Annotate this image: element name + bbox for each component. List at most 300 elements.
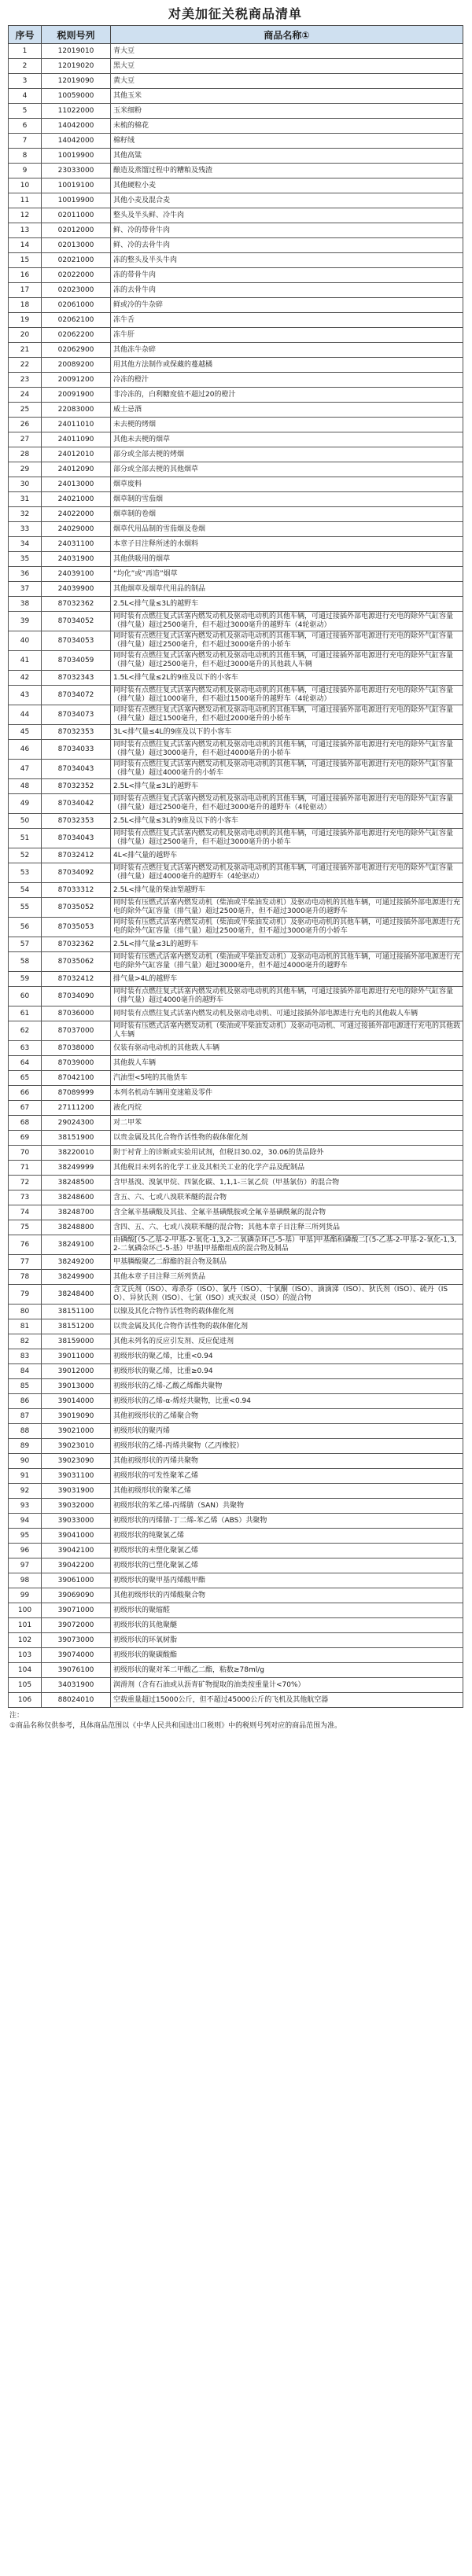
row-product-name: 玉米细粉: [111, 104, 463, 119]
row-product-name: 仅装有驱动电动机的其他载人车辆: [111, 1041, 463, 1056]
row-serial-number: 57: [9, 937, 42, 952]
table-row: [9, 1220, 463, 1235]
row-tariff-code: 34031900: [42, 1678, 111, 1693]
row-serial-number: 25: [9, 403, 42, 418]
table-row: [9, 328, 463, 343]
table-row: [9, 418, 463, 432]
table-row: [9, 1663, 463, 1678]
row-serial-number: 8: [9, 149, 42, 164]
row-tariff-code: 24029000: [42, 522, 111, 537]
row-product-name: 其他初级形状的丙烯共聚物: [111, 1454, 463, 1469]
row-product-name: 液化丙烷: [111, 1101, 463, 1116]
table-row: [9, 1469, 463, 1484]
row-serial-number: 101: [9, 1618, 42, 1633]
table-row: [9, 1573, 463, 1588]
row-serial-number: 29: [9, 462, 42, 477]
row-serial-number: 89: [9, 1439, 42, 1454]
row-tariff-code: 87034072: [42, 686, 111, 705]
row-serial-number: 64: [9, 1056, 42, 1071]
row-serial-number: 80: [9, 1305, 42, 1319]
row-product-name: 威士忌酒: [111, 403, 463, 418]
row-product-name: 同时装有压燃式活塞内燃发动机（柴油或半柴油发动机）及驱动电动机的其他车辆，可通过接插外部电源进行充电的除外气缸容量（排气量）超过2500毫升，但不超过3000毫升的小轿车: [111, 918, 463, 937]
row-product-name: 甲基膦酸聚乙二醇酯的混合物及制品: [111, 1255, 463, 1270]
row-tariff-code: 87035052: [42, 898, 111, 918]
row-serial-number: 86: [9, 1394, 42, 1409]
row-product-name: 棉籽绒: [111, 134, 463, 149]
row-serial-number: 87: [9, 1409, 42, 1424]
row-tariff-code: 87036000: [42, 1006, 111, 1021]
table-row: [9, 1633, 463, 1648]
table-row: [9, 779, 463, 794]
row-product-name: 冷冻的橙汁: [111, 373, 463, 388]
row-tariff-code: 87032412: [42, 848, 111, 863]
row-tariff-code: 39073000: [42, 1633, 111, 1648]
row-product-name: 1.5L<排气量≤2L的9座及以下的小客车: [111, 671, 463, 686]
table-row: [9, 1409, 463, 1424]
row-product-name: 初级形状的纯聚氯乙烯: [111, 1529, 463, 1544]
row-product-name: 本章子目注释所述的水烟料: [111, 537, 463, 552]
row-tariff-code: 39061000: [42, 1573, 111, 1588]
footnote-text: ①商品名称仅供参考，具体商品范围以《中华人民共和国进出口税则》中的税则号列对应的商品范围为准。: [9, 1722, 342, 1730]
row-tariff-code: 87032353: [42, 725, 111, 740]
row-serial-number: 83: [9, 1349, 42, 1364]
table-row: [9, 952, 463, 972]
row-serial-number: 23: [9, 373, 42, 388]
row-product-name: 未去梗的烤烟: [111, 418, 463, 432]
table-row: [9, 1454, 463, 1469]
row-serial-number: 69: [9, 1131, 42, 1146]
row-tariff-code: 02022000: [42, 268, 111, 283]
row-serial-number: 98: [9, 1573, 42, 1588]
tariff-list-table: [8, 25, 463, 1708]
row-product-name: 初级形状的乙烯-乙酸乙烯酯共聚物: [111, 1379, 463, 1394]
table-row: [9, 1603, 463, 1618]
table-row: [9, 134, 463, 149]
row-tariff-code: 39033000: [42, 1514, 111, 1529]
table-row: [9, 1379, 463, 1394]
row-serial-number: 93: [9, 1499, 42, 1514]
row-tariff-code: 11022000: [42, 104, 111, 119]
row-tariff-code: 87035062: [42, 952, 111, 972]
table-row: [9, 373, 463, 388]
table-row: [9, 522, 463, 537]
row-product-name: 其他载人车辆: [111, 1056, 463, 1071]
row-product-name: 同时装有点燃往复式活塞内燃发动机及驱动电动机的其他车辆，可通过接插外部电源进行充电的除外气缸容量（排气量）超过2500毫升，但不超过3000毫升的越野车（4轮驱动）: [111, 794, 463, 814]
row-serial-number: 5: [9, 104, 42, 119]
row-serial-number: 41: [9, 651, 42, 671]
row-serial-number: 1: [9, 44, 42, 59]
table-row: [9, 238, 463, 253]
header-tariff-code: 税则号列: [42, 26, 111, 44]
table-row: [9, 1558, 463, 1573]
row-serial-number: 19: [9, 313, 42, 328]
row-serial-number: 100: [9, 1603, 42, 1618]
row-serial-number: 60: [9, 987, 42, 1006]
row-tariff-code: 02012000: [42, 223, 111, 238]
row-serial-number: 90: [9, 1454, 42, 1469]
row-serial-number: 95: [9, 1529, 42, 1544]
row-product-name: 本列名机动车辆用变速箱及零件: [111, 1086, 463, 1101]
table-row: [9, 447, 463, 462]
row-tariff-code: 38249200: [42, 1255, 111, 1270]
row-serial-number: 20: [9, 328, 42, 343]
row-serial-number: 51: [9, 829, 42, 848]
row-product-name: 2.5L<排气量≤3L的越野车: [111, 597, 463, 612]
row-product-name: 润滑剂（含有石油或从沥青矿物提取的油类按重量计<70%）: [111, 1678, 463, 1693]
table-row: [9, 1334, 463, 1349]
table-row: [9, 582, 463, 597]
row-product-name: 鲜或冷的牛杂碎: [111, 298, 463, 313]
table-row: [9, 1270, 463, 1285]
table-row: [9, 253, 463, 268]
row-product-name: 3L<排气量≤4L的9座及以下的小客车: [111, 725, 463, 740]
row-product-name: 其他初级形状的乙烯聚合物: [111, 1409, 463, 1424]
row-product-name: 初级形状的已塑化聚氯乙烯: [111, 1558, 463, 1573]
table-header-row: [9, 26, 463, 44]
row-product-name: 空载重量超过15000公斤，但不超过45000公斤的飞机及其他航空器: [111, 1693, 463, 1708]
row-product-name: 其他供吸用的烟草: [111, 552, 463, 567]
row-tariff-code: 10019900: [42, 149, 111, 164]
row-serial-number: 56: [9, 918, 42, 937]
row-product-name: 同时装有点燃往复式活塞内燃发动机及驱动电动机、可通过接插外部电源进行充电的其他载人车辆: [111, 1006, 463, 1021]
row-serial-number: 45: [9, 725, 42, 740]
row-tariff-code: 87034053: [42, 631, 111, 651]
row-product-name: 汽油型<5吨的其他货车: [111, 1071, 463, 1086]
row-serial-number: 84: [9, 1364, 42, 1379]
table-row: [9, 178, 463, 193]
table-row: [9, 567, 463, 582]
row-serial-number: 26: [9, 418, 42, 432]
row-product-name: 初级形状的乙烯-α-烯烃共聚物，比重<0.94: [111, 1394, 463, 1409]
row-serial-number: 33: [9, 522, 42, 537]
table-row: [9, 1693, 463, 1708]
row-product-name: 其他本章子目注释三所列货品: [111, 1270, 463, 1285]
table-row: [9, 863, 463, 883]
row-tariff-code: 87038000: [42, 1041, 111, 1056]
row-tariff-code: 87032412: [42, 972, 111, 987]
row-serial-number: 16: [9, 268, 42, 283]
row-tariff-code: 10059000: [42, 89, 111, 104]
row-tariff-code: 02062900: [42, 343, 111, 358]
row-serial-number: 55: [9, 898, 42, 918]
table-row: [9, 193, 463, 208]
row-tariff-code: 02021000: [42, 253, 111, 268]
table-row: [9, 848, 463, 863]
row-tariff-code: 24039900: [42, 582, 111, 597]
row-serial-number: 15: [9, 253, 42, 268]
table-row: [9, 1161, 463, 1176]
row-product-name: 由磷酸[（5-乙基-2-甲基-2-氧化-1,3,2-二氧磷杂环己-5-基）甲基]甲基酯和磷酸二[（5-乙基-2-甲基-2-氧化-1,3,2-二氧磷杂环己-5-基）甲基]甲基酯组成的混合物及制品: [111, 1235, 463, 1255]
row-product-name: 同时装有压燃式活塞内燃发动机（柴油或半柴油发动机）及驱动电动机的其他车辆，可通过接插外部电源进行充电的除外气缸容量（排气量）超过2500毫升，但不超过3000毫升的越野车: [111, 898, 463, 918]
row-serial-number: 77: [9, 1255, 42, 1270]
row-tariff-code: 39042200: [42, 1558, 111, 1573]
row-serial-number: 74: [9, 1205, 42, 1220]
row-product-name: 含五、六、七或八溴联苯醚的混合物: [111, 1190, 463, 1205]
table-row: [9, 1255, 463, 1270]
table-row: [9, 1205, 463, 1220]
row-serial-number: 70: [9, 1146, 42, 1161]
table-row: [9, 268, 463, 283]
row-serial-number: 61: [9, 1006, 42, 1021]
row-tariff-code: 87032353: [42, 814, 111, 829]
row-product-name: 含甲基溴、溴氯甲烷、四氯化碳、1,1,1-三氯乙烷（甲基氯仿）的混合物: [111, 1176, 463, 1190]
row-product-name: 以贵金属及其化合物作活性物的载体催化剂: [111, 1319, 463, 1334]
row-serial-number: 4: [9, 89, 42, 104]
row-tariff-code: 38159000: [42, 1334, 111, 1349]
row-serial-number: 48: [9, 779, 42, 794]
row-tariff-code: 87089999: [42, 1086, 111, 1101]
row-product-name: 其他初级形状的聚苯乙烯: [111, 1484, 463, 1499]
table-row: [9, 44, 463, 59]
table-row: [9, 1484, 463, 1499]
row-tariff-code: 24011010: [42, 418, 111, 432]
table-row: [9, 1424, 463, 1439]
table-row: [9, 814, 463, 829]
table-row: [9, 705, 463, 725]
row-product-name: 初级形状的聚丙烯: [111, 1424, 463, 1439]
row-product-name: 同时装有点燃往复式活塞内燃发动机及驱动电动机的其他车辆，可通过接插外部电源进行充电的除外气缸容量（排气量）超过4000毫升的越野车（4轮驱动）: [111, 863, 463, 883]
row-product-name: 初级形状的聚缩醛: [111, 1603, 463, 1618]
row-tariff-code: 38249999: [42, 1161, 111, 1176]
row-tariff-code: 39014000: [42, 1394, 111, 1409]
row-tariff-code: 87042100: [42, 1071, 111, 1086]
row-product-name: 部分或全部去梗的烤烟: [111, 447, 463, 462]
table-row: [9, 1146, 463, 1161]
row-serial-number: 103: [9, 1648, 42, 1663]
row-tariff-code: 39069090: [42, 1588, 111, 1603]
table-row: [9, 918, 463, 937]
row-serial-number: 10: [9, 178, 42, 193]
row-tariff-code: 10019900: [42, 193, 111, 208]
row-serial-number: 67: [9, 1101, 42, 1116]
row-product-name: 整头及半头鲜、冷牛肉: [111, 208, 463, 223]
table-row: [9, 1394, 463, 1409]
row-serial-number: 52: [9, 848, 42, 863]
table-row: [9, 686, 463, 705]
row-tariff-code: 87034090: [42, 987, 111, 1006]
row-tariff-code: 20091200: [42, 373, 111, 388]
row-product-name: 同时装有点燃往复式活塞内燃发动机及驱动电动机的其他车辆，可通过接插外部电源进行充电的除外气缸容量（排气量）超过2500毫升，但不超过3000毫升的其他载人车辆: [111, 651, 463, 671]
row-product-name: 附于衬背上的诊断或实验用试剂，但税目30.02，30.06的货品除外: [111, 1146, 463, 1161]
table-row: [9, 760, 463, 779]
row-product-name: 其他玉米: [111, 89, 463, 104]
row-tariff-code: 38248500: [42, 1176, 111, 1190]
row-product-name: 同时装有点燃往复式活塞内燃发动机及驱动电动机的其他车辆，可通过接插外部电源进行充电的除外气缸容量（排气量）超过1500毫升，但不超过2000毫升的小轿车: [111, 705, 463, 725]
row-product-name: 2.5L<排气量≤3L的越野车: [111, 937, 463, 952]
row-serial-number: 71: [9, 1161, 42, 1176]
row-serial-number: 43: [9, 686, 42, 705]
row-tariff-code: 87035053: [42, 918, 111, 937]
row-tariff-code: 87037000: [42, 1021, 111, 1041]
row-product-name: 同时装有点燃往复式活塞内燃发动机及驱动电动机的其他车辆，可通过接插外部电源进行充电的除外气缸容量（排气量）超过2500毫升，但不超过3000毫升的小轿车: [111, 829, 463, 848]
table-row: [9, 1235, 463, 1255]
row-product-name: 排气量>4L的越野车: [111, 972, 463, 987]
row-product-name: 含四、五、六、七或八溴联苯醚的混合物；其他本章子目注释三所列货品: [111, 1220, 463, 1235]
row-tariff-code: 87032352: [42, 779, 111, 794]
row-tariff-code: 87034073: [42, 705, 111, 725]
header-product-name: 商品名称①: [111, 26, 463, 44]
row-tariff-code: 39031100: [42, 1469, 111, 1484]
page-title: 对美加征关税商品清单: [168, 6, 302, 21]
row-product-name: 部分或全部去梗的其他烟草: [111, 462, 463, 477]
row-serial-number: 79: [9, 1285, 42, 1305]
table-row: [9, 1618, 463, 1633]
row-product-name: 烟草废料: [111, 477, 463, 492]
table-row: [9, 223, 463, 238]
row-tariff-code: 39023090: [42, 1454, 111, 1469]
row-product-name: 黄大豆: [111, 74, 463, 89]
row-serial-number: 53: [9, 863, 42, 883]
table-row: [9, 492, 463, 507]
row-serial-number: 68: [9, 1116, 42, 1131]
row-tariff-code: 39031900: [42, 1484, 111, 1499]
row-serial-number: 27: [9, 432, 42, 447]
row-tariff-code: 02023000: [42, 283, 111, 298]
row-tariff-code: 22083000: [42, 403, 111, 418]
row-product-name: 同时装有点燃往复式活塞内燃发动机及驱动电动机的其他车辆，可通过接插外部电源进行充电的除外气缸容量（排气量）超过2500毫升，但不超过3000毫升的越野车（4轮驱动）: [111, 612, 463, 631]
table-row: [9, 1056, 463, 1071]
row-serial-number: 22: [9, 358, 42, 373]
row-tariff-code: 39076100: [42, 1663, 111, 1678]
document-page: [5, 0, 466, 2576]
row-serial-number: 81: [9, 1319, 42, 1334]
row-serial-number: 96: [9, 1544, 42, 1558]
table-row: [9, 1101, 463, 1116]
row-tariff-code: 20091900: [42, 388, 111, 403]
row-product-name: “均化”或“再造”烟草: [111, 567, 463, 582]
row-tariff-code: 87032343: [42, 671, 111, 686]
row-tariff-code: 20089200: [42, 358, 111, 373]
row-serial-number: 36: [9, 567, 42, 582]
table-row: [9, 432, 463, 447]
row-product-name: 冻的去骨牛肉: [111, 283, 463, 298]
table-row: [9, 537, 463, 552]
row-serial-number: 46: [9, 740, 42, 760]
row-product-name: 烟草代用品制的雪茄烟及卷烟: [111, 522, 463, 537]
row-serial-number: 72: [9, 1176, 42, 1190]
table-row: [9, 898, 463, 918]
row-tariff-code: 24031100: [42, 537, 111, 552]
table-row: [9, 972, 463, 987]
row-product-name: 初级形状的其他聚醚: [111, 1618, 463, 1633]
row-tariff-code: 38249900: [42, 1270, 111, 1285]
table-row: [9, 507, 463, 522]
table-row: [9, 119, 463, 134]
row-serial-number: 88: [9, 1424, 42, 1439]
table-row: [9, 74, 463, 89]
row-tariff-code: 38151200: [42, 1319, 111, 1334]
row-product-name: 其他硬粒小麦: [111, 178, 463, 193]
row-serial-number: 104: [9, 1663, 42, 1678]
row-product-name: 其他未列名的反应引发剂、反应促进剂: [111, 1334, 463, 1349]
row-serial-number: 94: [9, 1514, 42, 1529]
row-product-name: 其他未去梗的烟草: [111, 432, 463, 447]
table-row: [9, 1319, 463, 1334]
row-serial-number: 40: [9, 631, 42, 651]
table-row: [9, 1041, 463, 1056]
row-product-name: 其他烟草及烟草代用品的制品: [111, 582, 463, 597]
table-row: [9, 651, 463, 671]
row-product-name: 其他初级形状的丙烯酸聚合物: [111, 1588, 463, 1603]
row-serial-number: 14: [9, 238, 42, 253]
row-serial-number: 63: [9, 1041, 42, 1056]
row-serial-number: 47: [9, 760, 42, 779]
row-product-name: 其他冻牛杂碎: [111, 343, 463, 358]
row-tariff-code: 27111200: [42, 1101, 111, 1116]
row-tariff-code: 10019100: [42, 178, 111, 193]
row-product-name: 非冷冻的，白利糖度值不超过20的橙汁: [111, 388, 463, 403]
row-product-name: 同时装有压燃式活塞内燃发动机（柴油或半柴油发动机）及驱动电动机、可通过接插外部电源进行充电的其他载人车辆: [111, 1021, 463, 1041]
row-serial-number: 59: [9, 972, 42, 987]
row-serial-number: 105: [9, 1678, 42, 1693]
table-row: [9, 1439, 463, 1454]
row-serial-number: 106: [9, 1693, 42, 1708]
row-serial-number: 32: [9, 507, 42, 522]
row-tariff-code: 38151100: [42, 1305, 111, 1319]
row-tariff-code: 39071000: [42, 1603, 111, 1618]
table-row: [9, 283, 463, 298]
row-serial-number: 85: [9, 1379, 42, 1394]
table-row: [9, 1285, 463, 1305]
table-row: [9, 1678, 463, 1693]
row-serial-number: 35: [9, 552, 42, 567]
table-row: [9, 1514, 463, 1529]
row-tariff-code: 38220010: [42, 1146, 111, 1161]
table-row: [9, 388, 463, 403]
row-tariff-code: 12019010: [42, 44, 111, 59]
row-serial-number: 39: [9, 612, 42, 631]
row-product-name: 2.5L<排气量的柴油型越野车: [111, 883, 463, 898]
table-row: [9, 883, 463, 898]
row-product-name: 初级形状的聚乙烯，比重<0.94: [111, 1349, 463, 1364]
row-product-name: 对二甲苯: [111, 1116, 463, 1131]
table-row: [9, 552, 463, 567]
row-tariff-code: 38249100: [42, 1235, 111, 1255]
table-row: [9, 358, 463, 373]
row-serial-number: 38: [9, 597, 42, 612]
table-row: [9, 725, 463, 740]
row-serial-number: 31: [9, 492, 42, 507]
row-tariff-code: 38248400: [42, 1285, 111, 1305]
row-serial-number: 54: [9, 883, 42, 898]
row-product-name: 初级形状的未塑化聚氯乙烯: [111, 1544, 463, 1558]
row-serial-number: 58: [9, 952, 42, 972]
row-product-name: 同时装有压燃式活塞内燃发动机（柴油或半柴油发动机）及驱动电动机的其他车辆，可通过接插外部电源进行充电的除外气缸容量（排气量）超过3000毫升，但不超过4000毫升的越野车: [111, 952, 463, 972]
row-tariff-code: 87039000: [42, 1056, 111, 1071]
row-tariff-code: 24022000: [42, 507, 111, 522]
row-serial-number: 30: [9, 477, 42, 492]
row-serial-number: 50: [9, 814, 42, 829]
row-tariff-code: 02013000: [42, 238, 111, 253]
row-product-name: 初级形状的丙烯腈-丁二烯-苯乙烯（ABS）共聚物: [111, 1514, 463, 1529]
row-product-name: 初级形状的聚乙烯，比重≥0.94: [111, 1364, 463, 1379]
row-tariff-code: 87034092: [42, 863, 111, 883]
row-serial-number: 17: [9, 283, 42, 298]
table-row: [9, 343, 463, 358]
row-product-name: 以贵金属及其化合物作活性物的载体催化剂: [111, 1131, 463, 1146]
table-row: [9, 313, 463, 328]
row-serial-number: 97: [9, 1558, 42, 1573]
row-serial-number: 2: [9, 59, 42, 74]
row-product-name: 含全氟辛基磺酸及其盐、全氟辛基磺酰胺或全氟辛基磺酰氟的混合物: [111, 1205, 463, 1220]
row-product-name: 初级形状的聚碳酸酯: [111, 1648, 463, 1663]
table-row: [9, 612, 463, 631]
table-body: [9, 44, 463, 1708]
row-tariff-code: 24021000: [42, 492, 111, 507]
footnote-label: 注：: [9, 1712, 24, 1720]
row-serial-number: 37: [9, 582, 42, 597]
table-row: [9, 1648, 463, 1663]
